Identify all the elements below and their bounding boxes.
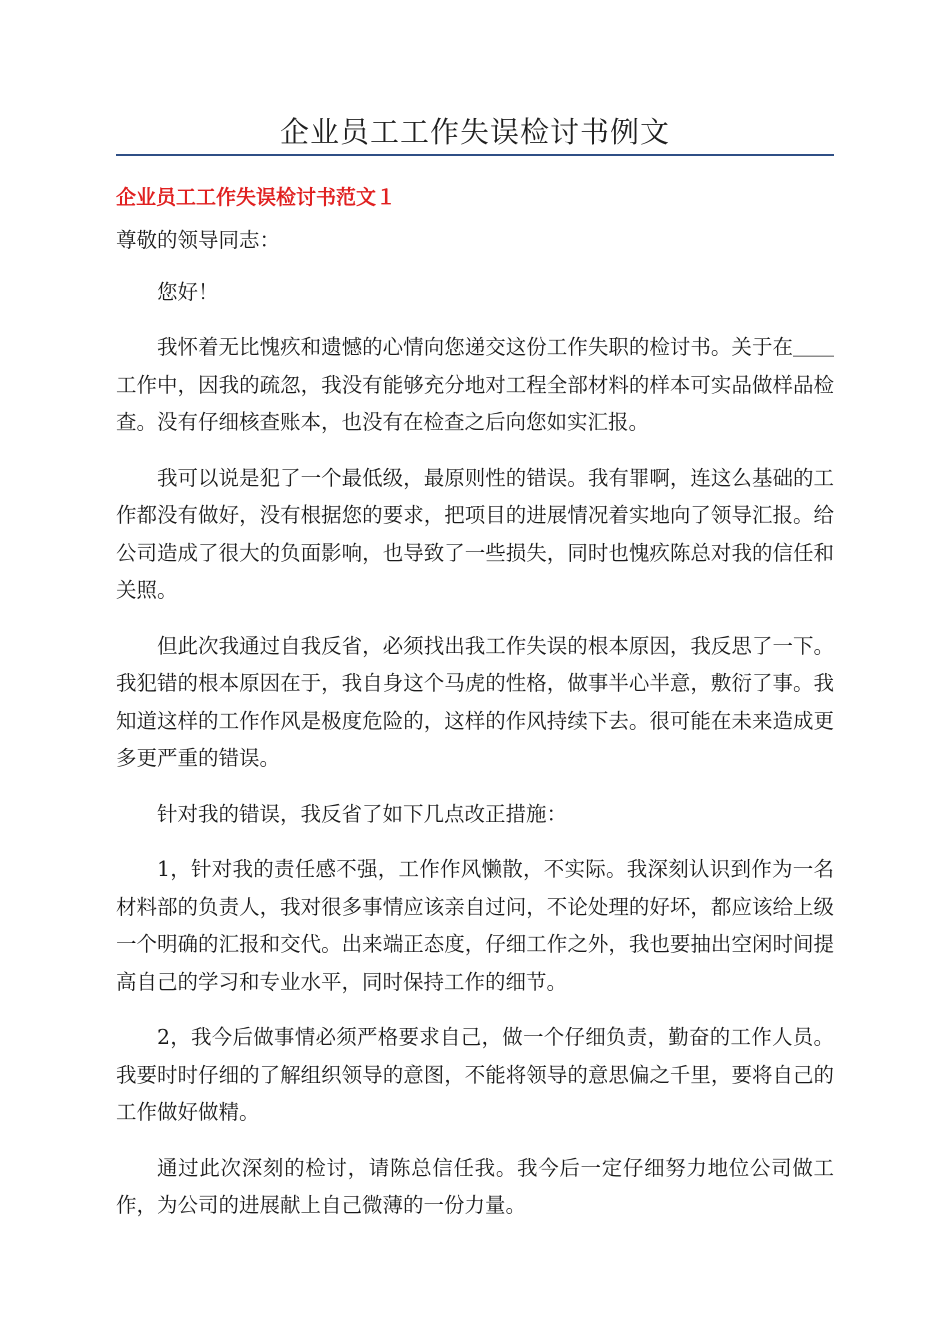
section-heading: 企业员工工作失误检讨书范文１ <box>116 185 396 209</box>
salutation: 尊敬的领导同志： <box>116 228 280 252</box>
document-title: 企业员工工作失误检讨书例文 <box>279 115 670 149</box>
paragraph-6: 2，我今后做事情必须严格要求自己，做一个仔细负责，勤奋的工作人员。我要时时仔细的了解组织领导的意图，不能将领导的意思偏之千里，要将自己的工作做好做精。 <box>116 1025 834 1124</box>
document-body <box>116 222 834 1243</box>
paragraph-2: 我可以说是犯了一个最低级，最原则性的错误。我有罪啊，连这么基础的工作都没有做好，没有根据您的要求，把项目的进展情况着实地向了领导汇报。给公司造成了很大的负面影响，也导致了一些损失，同时也愧疚陈总对我的信任和关照。 <box>116 465 834 602</box>
paragraph-4: 针对我的错误，我反省了如下几点改正措施： <box>157 801 567 826</box>
paragraph-3: 但此次我通过自我反省，必须找出我工作失误的根本原因，我反思了一下。我犯错的根本原因在于，我自身这个马虎的性格，做事半心半意，敷衍了事。我知道这样的工作作风是极度危险的，这样的作风持续下去。很可能在未来造成更多更严重的错误。 <box>116 633 834 770</box>
paragraph-greeting: 您好！ <box>157 279 219 304</box>
paragraph-7: 通过此次深刻的检讨，请陈总信任我。我今后一定仔细努力地位公司做工作，为公司的进展献上自己微薄的一份力量。 <box>116 1155 834 1217</box>
paragraph-5: 1，针对我的责任感不强，工作作风懒散，不实际。我深刻认识到作为一名材料部的负责人，我对很多事情应该亲自过问，不论处理的好坏，都应该给上级一个明确的汇报和交代。出来端正态度，仔细工作之外，我也要抽出空闲时间提高自己的学习和专业水平，同时保持工作的细节。 <box>116 857 834 994</box>
paragraph-1: 我怀着无比愧疚和遗憾的心情向您递交这份工作失职的检讨书。关于在＿＿工作中，因我的疏忽，我没有能够充分地对工程全部材料的样本可实品做样品检查。没有仔细核查账本，也没有在检查之后向您如实汇报。 <box>116 335 834 434</box>
title-divider <box>116 154 834 156</box>
